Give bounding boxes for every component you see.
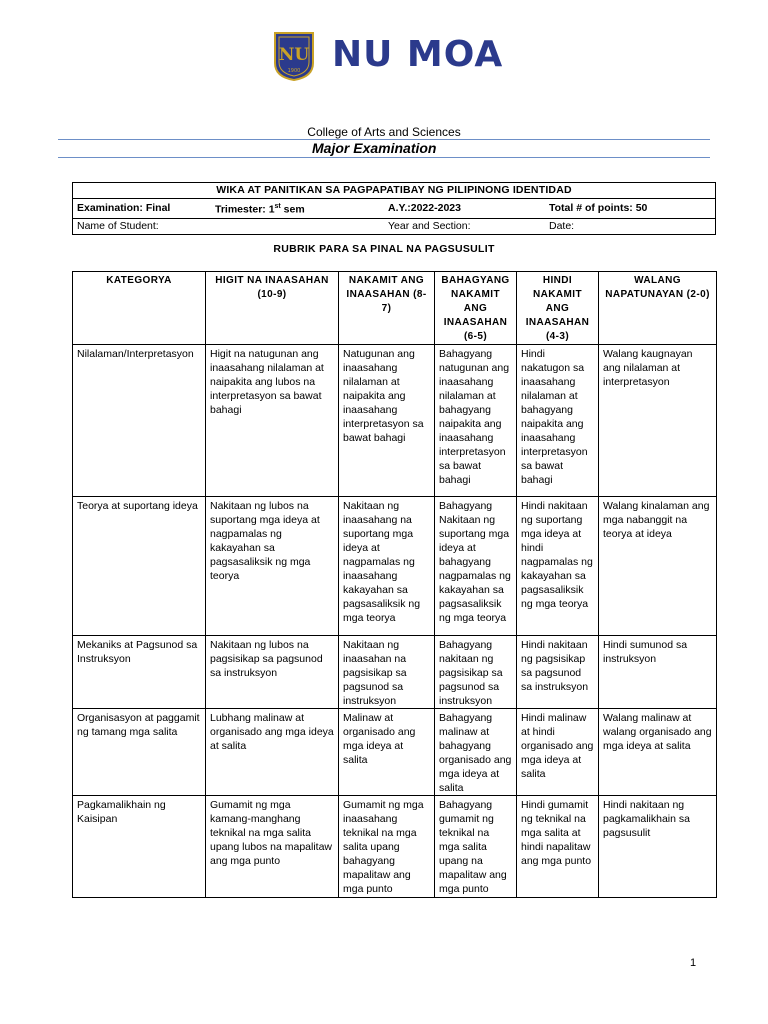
table-cell: Nakitaan ng inaasahang na suportang mga ideya at nagpamalas ng inaasahang kakayahan sa pagsasaliksik ng mga teorya (339, 497, 435, 636)
table-row (73, 497, 717, 636)
nu-shield-icon (272, 31, 316, 81)
table-row (73, 796, 717, 898)
student-name-field: Name of Student: (77, 219, 159, 232)
table-cell: Pagkamalikhain ng Kaisipan (73, 796, 206, 898)
table-row (73, 709, 717, 796)
table-cell: Walang malinaw at walang organisado ang mga ideya at salita (599, 709, 717, 796)
rubric-table (72, 271, 717, 898)
table-cell: Lubhang malinaw at organisado ang mga ideya at salita (206, 709, 339, 796)
rubric-header: HINDI NAKAMIT ANG INAASAHAN (4-3) (517, 272, 599, 345)
trimester-label: Trimester: 1st sem (211, 199, 384, 219)
table-cell: Bahagyang nakitaan ng pagsisikap sa pagsunod sa instruksyon (435, 636, 517, 709)
table-cell: Bahagyang natugunan ang inaasahang nilalaman at bahagyang naipakita ang inaasahang interpretasyon sa bawat bahagi (435, 345, 517, 497)
table-cell: Walang kinalaman ang mga nabanggit na teorya at ideya (599, 497, 717, 636)
table-cell: Nakitaan ng lubos na pagsisikap sa pagsunod sa instruksyon (206, 636, 339, 709)
table-cell: Gumamit ng mga kamang-manghang teknikal na mga salita upang lubos na mapalitaw ang mga punto (206, 796, 339, 898)
academic-year-label: A.Y.:2022-2023 (384, 199, 545, 219)
exam-info-table (72, 182, 716, 235)
table-cell: Bahagyang gumamit ng teknikal na mga salita upang na mapalitaw ang mga punto (435, 796, 517, 898)
rubric-header: WALANG NAPATUNAYAN (2-0) (599, 272, 717, 345)
logo (0, 31, 768, 81)
table-cell: Higit na natugunan ang inaasahang nilalaman at naipakita ang lubos na interpretasyon sa bawat bahagi (206, 345, 339, 497)
college-name: College of Arts and Sciences (307, 125, 461, 139)
page-number: 1 (690, 957, 697, 969)
table-cell: Hindi sumunod sa instruksyon (599, 636, 717, 709)
logo-year: 1900 (287, 68, 301, 74)
examination-label: Examination: Final (73, 199, 212, 219)
rubric-title: RUBRIK PARA SA PINAL NA PAGSUSULIT (273, 243, 495, 255)
table-row (73, 345, 717, 497)
table-cell: Walang kaugnayan ang nilalaman at interpretasyon (599, 345, 717, 497)
logo-text: NU MOA (332, 34, 504, 75)
date-field: Date: (549, 219, 575, 232)
exam-type: Major Examination (312, 140, 437, 156)
rubric-header: KATEGORYA (73, 272, 206, 345)
table-cell: Hindi malinaw at hindi organisado ang mga ideya at salita (517, 709, 599, 796)
table-cell: Hindi nakatugon sa inaasahang nilalaman at bahagyang naipakita ang inaasahang interpretasyon sa bawat bahagi (517, 345, 599, 497)
rubric-header: HIGIT NA INAASAHAN (10-9) (206, 272, 339, 345)
rubric-header: NAKAMIT ANG INAASAHAN (8-7) (339, 272, 435, 345)
table-cell: Hindi nakitaan ng pagsisikap sa pagsunod sa instruksyon (517, 636, 599, 709)
year-section-field: Year and Section: (388, 219, 471, 232)
table-cell: Nakitaan ng inaasahan na pagsisikap sa pagsunod sa instruksyon (339, 636, 435, 709)
table-cell: Hindi nakitaan ng pagkamalikhain sa pagsusulit (599, 796, 717, 898)
divider (58, 157, 710, 158)
table-cell: Mekaniks at Pagsunod sa Instruksyon (73, 636, 206, 709)
table-cell: Teorya at suportang ideya (73, 497, 206, 636)
table-cell: Malinaw at organisado ang mga ideya at salita (339, 709, 435, 796)
table-cell: Bahagyang malinaw at bahagyang organisado ang mga ideya at salita (435, 709, 517, 796)
table-cell: Nilalaman/Interpretasyon (73, 345, 206, 497)
table-cell: Gumamit ng mga inaasahang teknikal na mga salita upang bahagyang mapalitaw ang mga punto (339, 796, 435, 898)
logo-monogram: NU (278, 45, 310, 65)
rubric-header: BAHAGYANG NAKAMIT ANG INAASAHAN (6-5) (435, 272, 517, 345)
table-row (73, 636, 717, 709)
total-points-label: Total # of points: 50 (545, 199, 716, 219)
course-title: WIKA AT PANITIKAN SA PAGPAPATIBAY NG PILIPINONG IDENTIDAD (73, 183, 716, 199)
table-cell: Hindi nakitaan ng suportang mga ideya at hindi nagpamalas ng kakayahan sa pagsasaliksik ng mga teorya (517, 497, 599, 636)
table-cell: Bahagyang Nakitaan ng suportang mga ideya at bahagyang nagpamalas ng kakayahan sa pagsasaliksik ng mga teorya (435, 497, 517, 636)
table-cell: Nakitaan ng lubos na suportang mga ideya at nagpamalas ng kakayahan sa pagsasaliksik ng mga teorya (206, 497, 339, 636)
table-cell: Natugunan ang inaasahang nilalaman at naipakita ang inaasahang interpretasyon sa bawat bahagi (339, 345, 435, 497)
table-cell: Hindi gumamit ng teknikal na mga salita at hindi napalitaw ang mga punto (517, 796, 599, 898)
table-cell: Organisasyon at paggamit ng tamang mga salita (73, 709, 206, 796)
